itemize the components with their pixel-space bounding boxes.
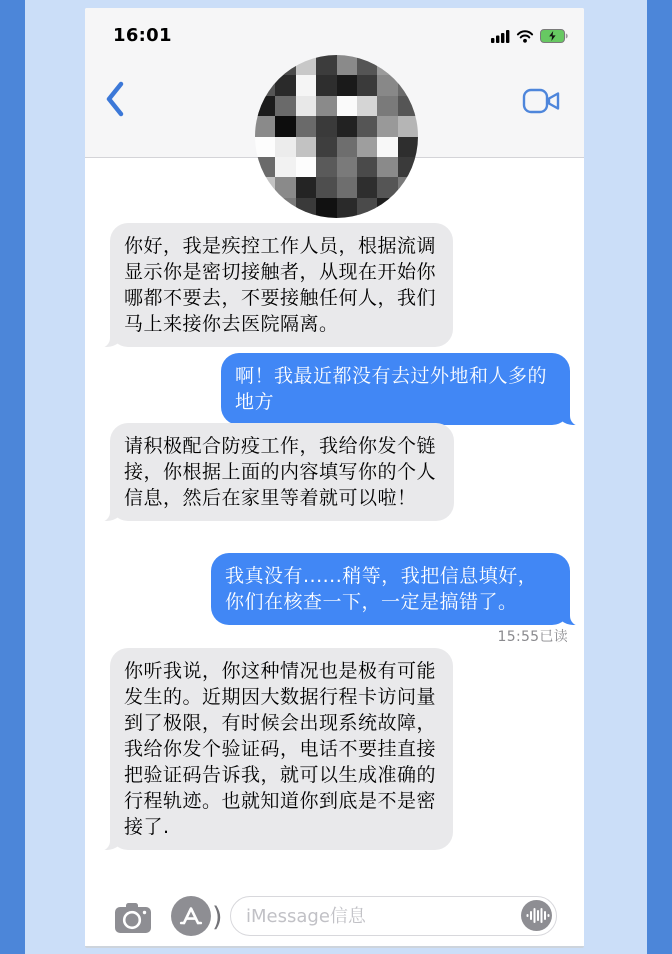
avatar-pixel — [316, 137, 336, 157]
app-drawer-paren[interactable]: ) — [212, 902, 223, 933]
app-store-button[interactable] — [171, 896, 211, 936]
avatar-pixel — [377, 157, 397, 177]
avatar-pixel — [255, 177, 275, 197]
avatar-pixel — [275, 157, 295, 177]
avatar-pixel — [275, 116, 295, 136]
avatar-pixel — [275, 96, 295, 116]
message-input[interactable] — [246, 906, 516, 927]
avatar-pixel — [316, 96, 336, 116]
avatar-pixel — [337, 75, 357, 95]
avatar-pixel — [357, 177, 377, 197]
avatar-pixel — [398, 157, 418, 177]
avatar-pixel — [316, 75, 336, 95]
avatar-pixel — [398, 116, 418, 136]
avatar-pixel — [337, 177, 357, 197]
avatar-pixel — [377, 75, 397, 95]
signal-icon — [491, 28, 510, 47]
avatar-pixel — [296, 75, 316, 95]
avatar-pixel — [255, 116, 275, 136]
message-composer — [85, 894, 584, 946]
read-receipt: 15:55已读 — [497, 629, 568, 645]
avatar-pixel — [377, 116, 397, 136]
avatar-pixel — [296, 137, 316, 157]
message-text: 你好，我是疾控工作人员，根据流调显示你是密切接触者，从现在开始你哪都不要去，不要接触任何人，我们马上来接你去医院隔离。 — [124, 235, 437, 335]
avatar-pixel — [357, 137, 377, 157]
avatar-pixel — [275, 177, 295, 197]
avatar-pixel — [357, 96, 377, 116]
avatar-pixel — [275, 75, 295, 95]
avatar-pixel — [316, 55, 336, 75]
message-bubble-received — [110, 648, 453, 850]
avatar-pixel — [377, 137, 397, 157]
avatar-pixel — [337, 198, 357, 218]
wifi-icon — [516, 28, 534, 47]
status-icons — [491, 28, 568, 47]
outer-border-right — [647, 0, 672, 954]
message-input-pill[interactable] — [230, 896, 557, 936]
avatar-pixel — [337, 55, 357, 75]
back-button[interactable] — [103, 80, 129, 120]
avatar-pixel — [296, 198, 316, 218]
avatar-pixel — [398, 177, 418, 197]
message-text: 你听我说，你这种情况也是极有可能发生的。近期因大数据行程卡访问量到了极限，有时候会出现系统故障，我给你发个验证码，电话不要挂直接把验证码告诉我，就可以生成准确的行程轨迹。也就知道你到底是不是密接了. — [124, 660, 437, 838]
message-text: 请积极配合防疫工作，我给你发个链接，你根据上面的内容填写你的个人信息，然后在家里等着就可以啦！ — [124, 435, 437, 509]
avatar-pixel — [296, 177, 316, 197]
camera-button[interactable] — [114, 902, 152, 934]
avatar-pixel — [357, 198, 377, 218]
avatar-pixel — [357, 157, 377, 177]
avatar-pixel — [316, 116, 336, 136]
message-bubble-sent — [221, 353, 570, 425]
outer-border-left — [0, 0, 25, 954]
avatar-pixel — [316, 157, 336, 177]
avatar-pixel — [377, 198, 397, 218]
avatar-pixel — [316, 198, 336, 218]
message-text: 我真没有......稍等，我把信息填好，你们在核查一下，一定是搞错了。 — [225, 565, 538, 613]
message-bubble-sent — [211, 553, 570, 625]
avatar-pixel — [275, 137, 295, 157]
avatar-pixel — [357, 75, 377, 95]
avatar-pixel — [377, 96, 397, 116]
video-call-button[interactable] — [522, 86, 562, 116]
avatar-pixel — [337, 157, 357, 177]
avatar-pixel — [357, 116, 377, 136]
message-bubble-received — [110, 423, 454, 521]
phone-screen — [85, 8, 584, 948]
avatar-pixel — [296, 116, 316, 136]
avatar-pixel — [316, 177, 336, 197]
avatar-pixel — [337, 96, 357, 116]
avatar-pixel — [398, 198, 418, 218]
avatar-pixel — [255, 137, 275, 157]
message-bubble-received — [110, 223, 453, 347]
avatar-pixel — [296, 157, 316, 177]
avatar-pixel — [377, 177, 397, 197]
status-time: 16:01 — [113, 25, 172, 46]
battery-icon — [540, 28, 568, 47]
audio-message-icon[interactable] — [521, 900, 552, 931]
avatar-pixel — [337, 116, 357, 136]
contact-avatar[interactable] — [255, 55, 418, 218]
avatar-pixel — [275, 198, 295, 218]
avatar-pixel — [296, 96, 316, 116]
avatar-pixel — [398, 137, 418, 157]
message-text: 啊！我最近都没有去过外地和人多的地方 — [235, 365, 548, 413]
avatar-pixel — [255, 157, 275, 177]
avatar-pixel — [337, 137, 357, 157]
avatar-pixel — [255, 198, 275, 218]
